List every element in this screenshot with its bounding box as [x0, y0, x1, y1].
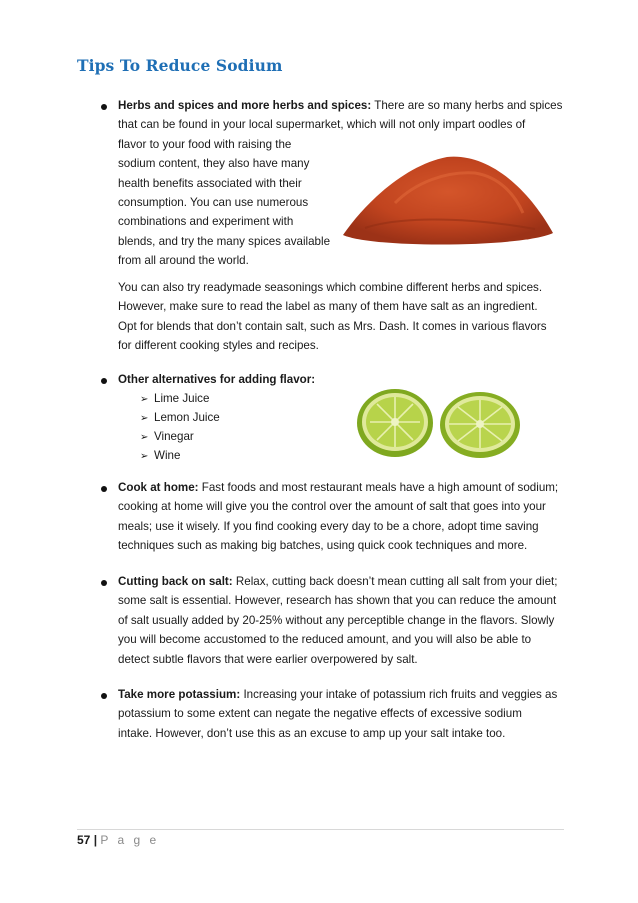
footer-divider	[77, 829, 564, 830]
list-item: ➢ Lime Juice	[140, 389, 209, 409]
bullet-dot	[101, 486, 107, 492]
page-title: Tips To Reduce Sodium	[77, 56, 283, 75]
cook-paragraph: Cook at home: Fast foods and most restaurant meals have a high amount of sodium; cooking at home will give you the control over the amount of salt that goes into your meals; use it wisely. If you find cooking every day to be a chore, adopt time saving techniques such as making big batches, using quick cook techniques and more.	[118, 481, 559, 553]
alternatives-heading	[118, 370, 315, 389]
herbs-paragraph-2: You can also try readymade seasonings which combine different herbs and spices. However, make sure to read the label as many of them have salt as an ingredient. Opt for blends that don’t contain salt, such as Mrs. Dash. It comes in various flavors for different cooking styles and recipes.	[118, 281, 547, 353]
salt-paragraph: Cutting back on salt: Relax, cutting back doesn’t mean cutting all salt from your diet; some salt is essential. However, research has shown that you can reduce the amount of salt usually added by 20-25% without any perceptible change in the flavors. Slowly you will become accustomed to the reduced amount, and you will also be able to detect subtle flavors that were earlier overpowered by salt.	[118, 575, 558, 666]
bullet-dot	[101, 378, 107, 384]
alternatives-label: Other alternatives for adding flavor:	[118, 373, 316, 386]
page-number: 57	[77, 833, 91, 847]
page-footer	[77, 833, 159, 847]
footer-separator: |	[93, 833, 98, 847]
spice-pile-image	[335, 143, 560, 253]
potassium-label: Take more potassium:	[118, 688, 241, 701]
bullet-dot	[101, 693, 107, 699]
lime-halves-image	[355, 385, 525, 460]
herbs-paragraph: Herbs and spices and more herbs and spices: There are so many herbs and spices that can be found in your local supermarket, which will not only impart oodles of flavor to your food with raising the sodium content, they also have many health benefits associated with their consumption. You can use numerous combinations and experiment with blends, and try the many spices available from all around the world.	[118, 99, 563, 268]
list-item: ➢ Lemon Juice	[140, 408, 220, 428]
bullet-dot	[101, 104, 107, 110]
arrow-bullet-icon: ➢	[140, 413, 149, 424]
arrow-bullet-icon: ➢	[140, 432, 149, 443]
arrow-bullet-icon: ➢	[140, 394, 149, 405]
herbs-label: Herbs and spices and more herbs and spices:	[118, 99, 372, 112]
list-item: ➢ Wine	[140, 446, 180, 466]
arrow-bullet-icon: ➢	[140, 451, 149, 462]
salt-label: Cutting back on salt:	[118, 575, 233, 588]
bullet-dot	[101, 580, 107, 586]
potassium-paragraph: Take more potassium: Increasing your intake of potassium rich fruits and veggies as potassium to some extent can negate the negative effects of excessive sodium intake. However, don’t use this as an excuse to amp up your salt intake too.	[118, 688, 558, 740]
page-word: P a g e	[100, 833, 160, 847]
list-item: ➢ Vinegar	[140, 427, 194, 447]
cook-label: Cook at home:	[118, 481, 199, 494]
